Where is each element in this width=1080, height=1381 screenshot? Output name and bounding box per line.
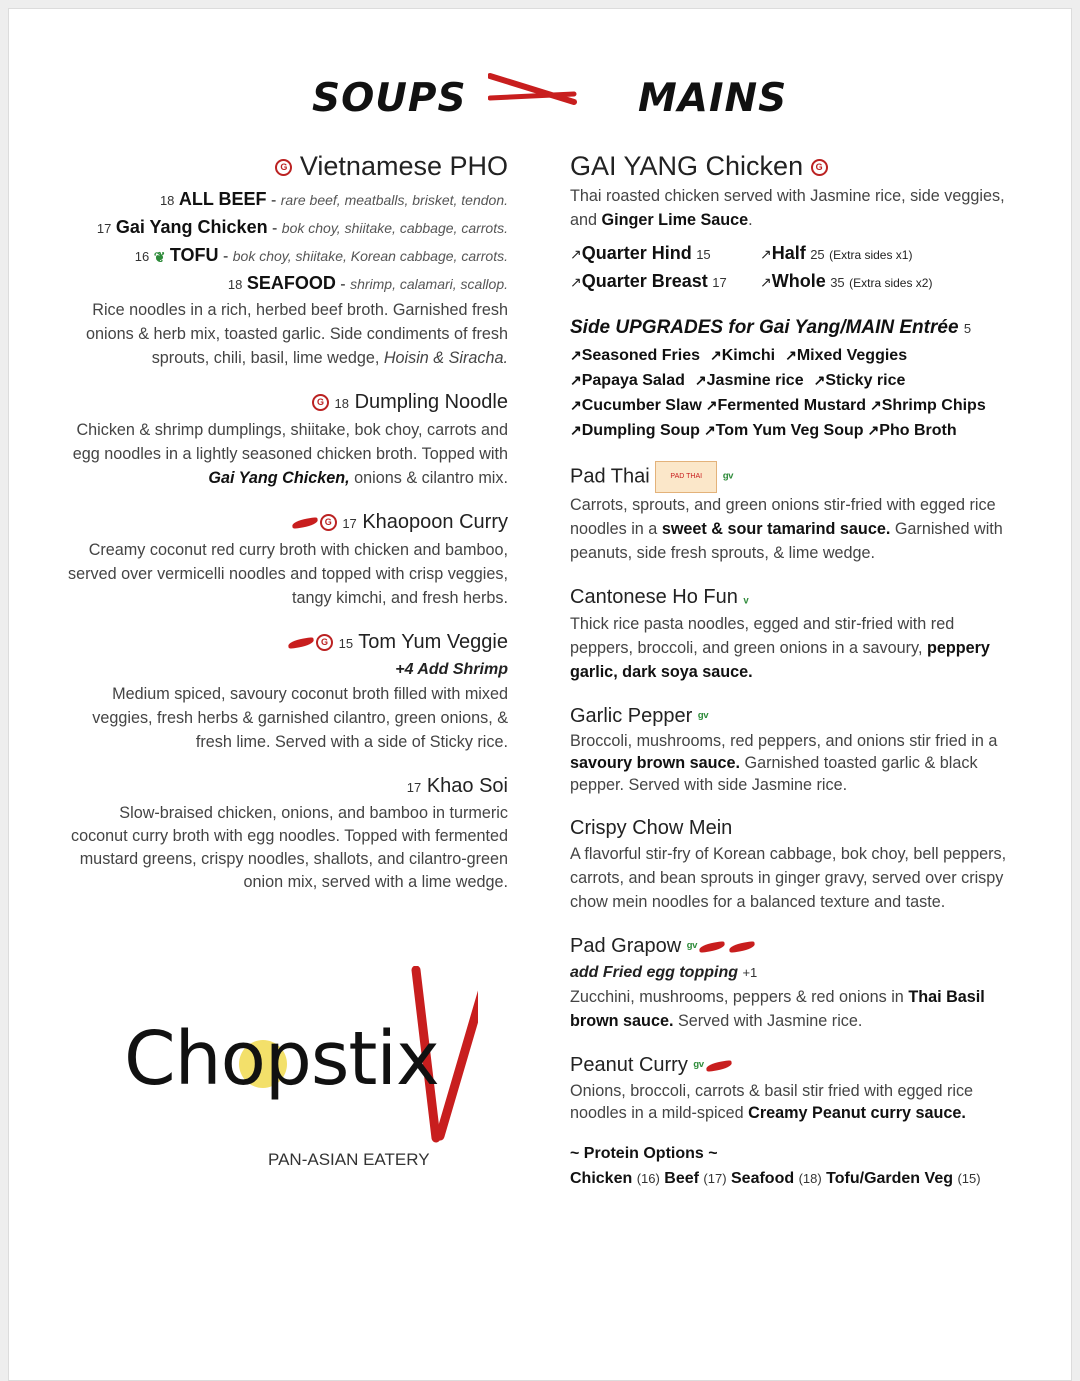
soups-header: SOUPS — [312, 76, 467, 121]
pho-item: 16 ❦ TOFU - bok choy, shiitake, Korean cabbage, carrots. — [134, 245, 508, 265]
khaopoon-title: Khaopoon Curry — [362, 511, 508, 533]
khaosoi-title: Khao Soi — [426, 775, 508, 797]
chili-pepper-icon — [729, 941, 756, 953]
vegan-icon: ᵍᵛ — [697, 708, 709, 725]
vegan-icon: ᵍᵛ — [686, 939, 698, 956]
chili-pepper-icon — [699, 941, 726, 953]
padthai-title: Pad Thai — [570, 465, 650, 488]
chowmein-description: A flavorful stir-fry of Korean cabbage, bok choy, bell peppers, carrots, and bean sprouts in ginger gravy, served over crispy chow mein noodles for a balanced texture and taste. — [570, 845, 1007, 912]
chopstix-logo — [118, 966, 478, 1176]
garlic-title: Garlic Pepper — [570, 704, 693, 727]
soups-column — [60, 148, 508, 912]
chili-pepper-icon — [291, 517, 318, 529]
gaiyang-section — [570, 148, 1020, 296]
gaiyang-portions — [570, 240, 1020, 296]
mains-header: MAINS — [638, 76, 788, 121]
upgrade-row: ↗Seasoned Fries ↗Kimchi ↗Mixed Veggies — [570, 347, 908, 364]
pad-thai-badge: PAD THAI — [655, 461, 717, 493]
portion-item: ↗Quarter Hind 15 — [570, 243, 711, 263]
pho-section — [60, 148, 508, 370]
pho-item: 17 Gai Yang Chicken - bok choy, shiitake, cabbage, carrots. — [96, 217, 508, 237]
grapow-section — [570, 932, 1020, 1033]
upgrade-row: ↗Cucumber Slaw ↗Fermented Mustard ↗Shrimp Chips — [570, 397, 986, 414]
dumpling-description: Chicken & shrimp dumplings, shiitake, bok choy, carrots and egg noodles in a lightly seasoned chicken broth. Topped with Gai Yang Chicken, onions & cilantro mix. — [72, 421, 508, 487]
pho-item: 18 SEAFOOD - shrimp, calamari, scallop. — [227, 273, 508, 293]
tomyum-section: G 15 Tom Yum Veggie +4 Add Shrimp Medium spiced, savoury coconut broth filled with mixed veggies, fresh herbs & garnished cilantro, green onions, & fresh lime. Served with a side of Sticky rice. — [60, 628, 508, 754]
peanut-description: Onions, broccoli, carrots & basil stir fried with egged rice noodles in a mild-spiced Creamy Peanut curry sauce. — [570, 1081, 974, 1122]
portion-item: ↗Half 25 (Extra sides x1) — [760, 243, 913, 263]
chowmein-title: Crispy Chow Mein — [570, 817, 733, 840]
gaiyang-description: Thai roasted chicken served with Jasmine rice, side veggies, and Ginger Lime Sauce. — [570, 187, 1005, 229]
protein-section — [570, 1142, 1020, 1192]
portion-item: ↗Quarter Breast 17 — [570, 271, 727, 291]
padthai-section — [570, 461, 1020, 565]
logo-tagline: PAN-ASIAN EATERY — [268, 1150, 430, 1169]
mains-column — [570, 148, 1020, 1192]
chopsticks-icon — [488, 72, 578, 116]
upgrade-row: ↗Papaya Salad ↗Jasmine rice ↗Sticky rice — [570, 372, 906, 389]
tomyum-title: Tom Yum Veggie — [358, 631, 508, 653]
gluten-free-icon: G — [320, 514, 337, 531]
gluten-free-icon: G — [312, 394, 329, 411]
upgrades-section: Side UPGRADES for Gai Yang/MAIN Entrée 5 ↗Seasoned Fries ↗Kimchi ↗Mixed Veggies ↗Papaya Salad ↗Jasmine rice ↗Sticky rice ↗Cucumber Slaw ↗Fermented Mustard ↗Shrimp Chips ↗Dumpling Soup ↗Tom Yum Veg Soup ↗Pho Broth — [570, 314, 1020, 443]
khaopoon-description: Creamy coconut red curry broth with chicken and bamboo, served over vermicelli noodles and topped with crisp veggies, tangy kimchi, and fresh herbs. — [68, 541, 508, 607]
hofun-section — [570, 583, 1020, 684]
garlic-description: Broccoli, mushrooms, red peppers, and onions stir fried in a savoury brown sauce. Garnished toasted garlic & black pepper. Served with side Jasmine rice. — [570, 732, 998, 795]
vegan-leaf-icon: ❦ — [153, 248, 166, 265]
vegan-icon: ᵍᵛ — [722, 469, 734, 485]
dumpling-section: G 18 Dumpling Noodle Chicken & shrimp dumplings, shiitake, bok choy, carrots and egg noodles in a lightly seasoned chicken broth. Topped with Gai Yang Chicken, onions & cilantro mix. — [60, 388, 508, 490]
hofun-title: Cantonese Ho Fun — [570, 586, 738, 608]
chili-pepper-icon — [705, 1060, 732, 1072]
chili-pepper-icon — [288, 637, 315, 649]
gluten-free-icon: G — [275, 159, 292, 176]
tomyum-addon: +4 Add Shrimp — [395, 661, 508, 678]
gaiyang-title: GAI YANG Chicken — [570, 151, 804, 181]
chowmein-section — [570, 814, 1020, 914]
vegan-icon: ᵍᵛ — [693, 1057, 704, 1074]
garlic-section — [570, 702, 1020, 797]
grapow-addon: add Fried egg topping +1 — [570, 964, 758, 982]
protein-options: Chicken (16) Beef (17) Seafood (18) Tofu/Garden Veg (15) — [570, 1169, 981, 1187]
khaosoi-section: 17 Khao Soi Slow-braised chicken, onions, and bamboo in turmeric coconut curry broth with egg noodles. Topped with fermented mustard greens, crispy noodles, shallots, and cilantro-green onion mix, served with a lime wedge. — [60, 772, 508, 894]
padthai-description: Carrots, sprouts, and green onions stir-fried with egged rice noodles in a sweet & sour tamarind sauce. Garnished with peanuts, side fresh sprouts, & lime wedge. — [570, 496, 1003, 562]
tomyum-description: Medium spiced, savoury coconut broth filled with mixed veggies, fresh herbs & garnished cilantro, green onions, & fresh lime. Served with a side of Sticky rice. — [92, 685, 508, 751]
dumpling-title: Dumpling Noodle — [354, 391, 508, 413]
upgrade-row: ↗Dumpling Soup ↗Tom Yum Veg Soup ↗Pho Broth — [570, 422, 957, 439]
khaopoon-section: G 17 Khaopoon Curry Creamy coconut red curry broth with chicken and bamboo, served over vermicelli noodles and topped with crisp veggies, tangy kimchi, and fresh herbs. — [60, 508, 508, 610]
vegan-icon: ᵥ — [743, 589, 749, 606]
gluten-free-icon: G — [811, 159, 828, 176]
pho-item: 18 ALL BEEF - rare beef, meatballs, brisket, tendon. — [159, 189, 508, 209]
logo-name: Chopstix — [124, 1016, 439, 1102]
peanut-section — [570, 1051, 1020, 1124]
hofun-description: Thick rice pasta noodles, egged and stir-fried with red peppers, broccoli, and green onions in a savoury, peppery garlic, dark soya sauce. — [570, 614, 990, 681]
pho-title: Vietnamese PHO — [299, 151, 508, 181]
peanut-title: Peanut Curry — [570, 1054, 688, 1077]
grapow-title: Pad Grapow — [570, 935, 682, 958]
portion-item: ↗Whole 35 (Extra sides x2) — [760, 271, 933, 291]
pho-description: Rice noodles in a rich, herbed beef broth. Garnished fresh onions & herb mix, toasted garlic. Side condiments of fresh sprouts, chili, basil, lime wedge, Hoisin & Siracha. — [86, 301, 508, 367]
upgrades-title: Side UPGRADES for Gai Yang/MAIN Entrée — [570, 317, 959, 338]
protein-title: ~ Protein Options ~ — [570, 1144, 718, 1162]
grapow-description: Zucchini, mushrooms, peppers & red onions in Thai Basil brown sauce. Served with Jasmine rice. — [570, 988, 985, 1031]
gluten-free-icon: G — [316, 634, 333, 651]
khaosoi-description: Slow-braised chicken, onions, and bamboo in turmeric coconut curry broth with egg noodles. Topped with fermented mustard greens, crispy noodles, shallots, and cilantro-green onion mix, served with a lime wedge. — [70, 804, 508, 891]
